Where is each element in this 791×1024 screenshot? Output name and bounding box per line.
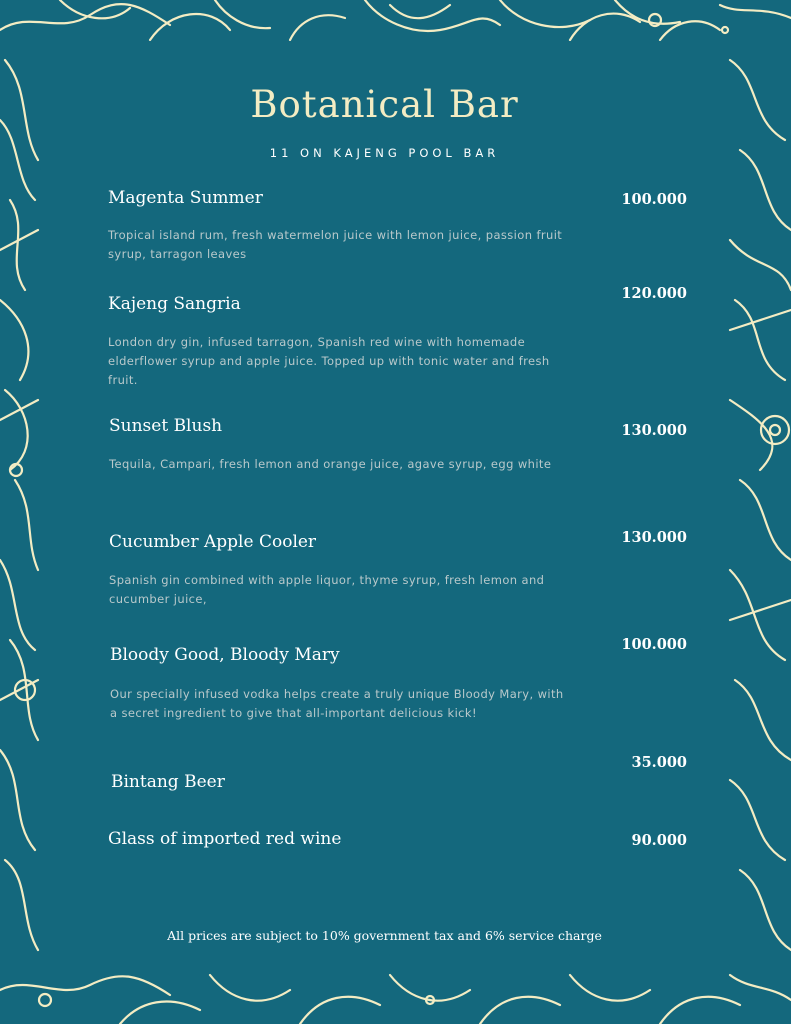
item-price: 35.000 [631,754,687,771]
item-name: Magenta Summer [108,188,263,208]
item-name: Bintang Beer [111,772,225,792]
item-name: Sunset Blush [109,416,223,436]
item-name: Kajeng Sangria [108,294,241,314]
item-price: 90.000 [631,832,687,849]
item-description: Tropical island rum, fresh watermelon juice with lemon juice, passion fruit syrup, tarragon leaves [108,228,563,261]
item-description: Tequila, Campari, fresh lemon and orange juice, agave syrup, egg white [109,457,552,471]
item-description: Our specially infused vodka helps create a truly unique Bloody Mary, with a secret ingredient to give that all-important delicious kick! [110,687,564,720]
item-description: London dry gin, infused tarragon, Spanish red wine with homemade elderflower syrup and apple juice. Topped up with tonic water and fresh fruit. [108,335,550,387]
menu-title: Botanical Bar [250,83,519,126]
item-description: Spanish gin combined with apple liquor, thyme syrup, fresh lemon and cucumber juice, [109,573,545,606]
tax-note: All prices are subject to 10% government tax and 6% service charge [167,928,602,943]
item-price: 100.000 [621,636,687,653]
item-name: Bloody Good, Bloody Mary [110,645,340,665]
menu-subtitle: 11 ON KAJENG POOL BAR [269,146,500,160]
item-name: Glass of imported red wine [108,829,342,849]
menu-panel [41,41,728,971]
item-price: 120.000 [621,285,687,302]
item-price: 100.000 [621,191,687,208]
item-price: 130.000 [621,422,687,439]
item-name: Cucumber Apple Cooler [109,532,317,552]
item-price: 130.000 [621,529,687,546]
